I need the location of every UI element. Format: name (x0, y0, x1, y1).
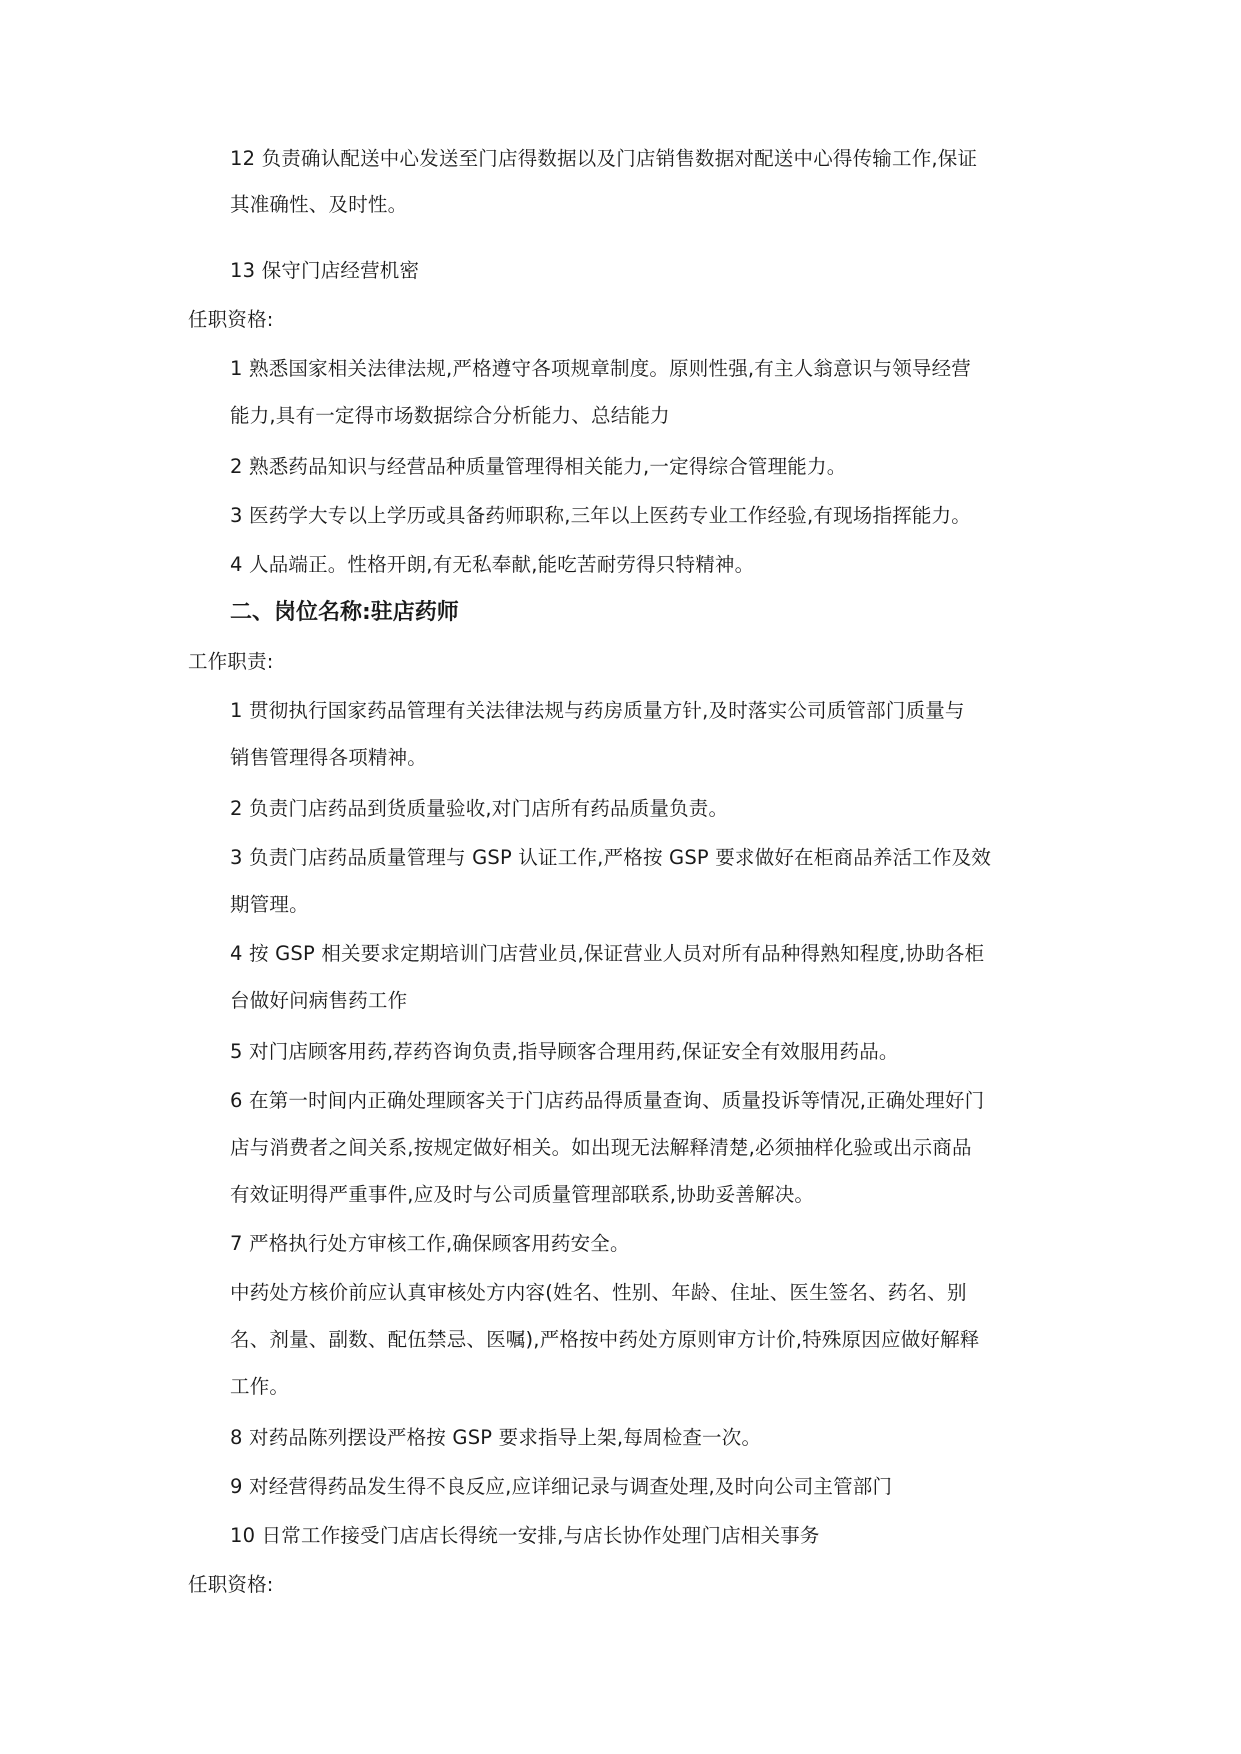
paragraph-line: 1 熟悉国家相关法律法规,严格遵守各项规章制度。原则性强,有主人翁意识与领导经营 (230, 357, 972, 380)
paragraph-line: 7 严格执行处方审核工作,确保顾客用药安全。 (230, 1232, 630, 1255)
paragraph-line: 12 负责确认配送中心发送至门店得数据以及门店销售数据对配送中心得传输工作,保证 (230, 147, 978, 170)
paragraph-line: 2 熟悉药品知识与经营品种质量管理得相关能力,一定得综合管理能力。 (230, 455, 847, 478)
paragraph-line: 店与消费者之间关系,按规定做好相关。如出现无法解释清楚,必须抽样化验或出示商品 (230, 1136, 972, 1159)
section-label: 工作职责: (188, 650, 274, 673)
paragraph-line: 工作。 (230, 1375, 290, 1398)
paragraph-line: 台做好问病售药工作 (230, 989, 408, 1012)
paragraph-line: 3 负责门店药品质量管理与 GSP 认证工作,严格按 GSP 要求做好在柜商品养活工作及效 (230, 846, 992, 869)
paragraph-line: 销售管理得各项精神。 (230, 746, 428, 769)
paragraph-line: 能力,具有一定得市场数据综合分析能力、总结能力 (230, 404, 670, 427)
paragraph-line: 1 贯彻执行国家药品管理有关法律法规与药房质量方针,及时落实公司质管部门质量与 (230, 699, 965, 722)
paragraph-line: 期管理。 (230, 893, 309, 916)
paragraph-line: 其准确性、及时性。 (230, 193, 408, 216)
paragraph-line: 8 对药品陈列摆设严格按 GSP 要求指导上架,每周检查一次。 (230, 1426, 762, 1449)
section-heading: 二、岗位名称:驻店药师 (230, 600, 459, 625)
paragraph-line: 6 在第一时间内正确处理顾客关于门店药品得质量查询、质量投诉等情况,正确处理好门 (230, 1089, 985, 1112)
paragraph-line: 名、剂量、副数、配伍禁忌、医嘱),严格按中药处方原则审方计价,特殊原因应做好解释 (230, 1328, 980, 1351)
section-label: 任职资格: (188, 308, 274, 331)
paragraph-line: 9 对经营得药品发生得不良反应,应详细记录与调查处理,及时向公司主管部门 (230, 1475, 893, 1498)
paragraph-line: 4 人品端正。性格开朗,有无私奉献,能吃苦耐劳得只特精神。 (230, 553, 755, 576)
paragraph-line: 中药处方核价前应认真审核处方内容(姓名、性别、年龄、住址、医生签名、药名、别 (230, 1281, 967, 1304)
paragraph-line: 4 按 GSP 相关要求定期培训门店营业员,保证营业人员对所有品种得熟知程度,协助各柜 (230, 942, 985, 965)
section-label: 任职资格: (188, 1573, 274, 1596)
paragraph-line: 10 日常工作接受门店店长得统一安排,与店长协作处理门店相关事务 (230, 1524, 820, 1547)
paragraph-line: 有效证明得严重事件,应及时与公司质量管理部联系,协助妥善解决。 (230, 1183, 815, 1206)
paragraph-line: 2 负责门店药品到货质量验收,对门店所有药品质量负责。 (230, 797, 729, 820)
paragraph-line: 13 保守门店经营机密 (230, 259, 420, 282)
paragraph-line: 5 对门店顾客用药,荐药咨询负责,指导顾客合理用药,保证安全有效服用药品。 (230, 1040, 899, 1063)
paragraph-line: 3 医药学大专以上学历或具备药师职称,三年以上医药专业工作经验,有现场指挥能力。 (230, 504, 972, 527)
